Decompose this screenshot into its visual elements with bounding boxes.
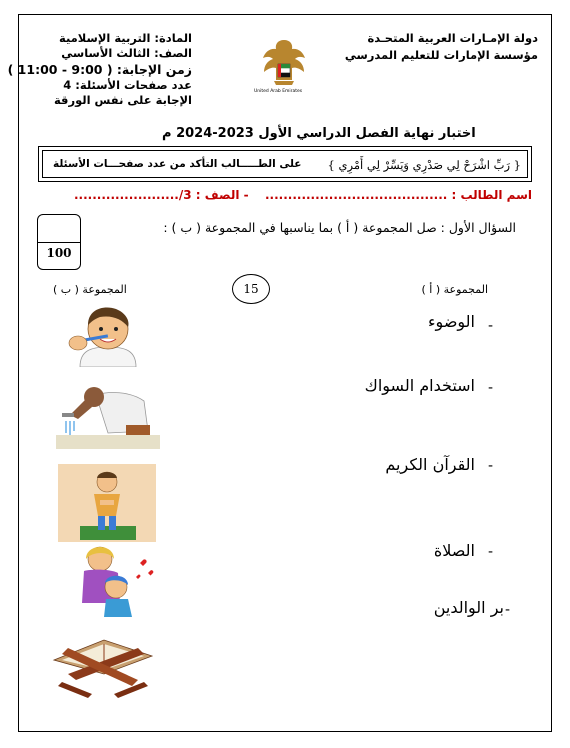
group-a-item: بر الوالدين (433, 598, 504, 617)
group-b-label: المجموعة ( ب ) (53, 283, 127, 296)
student-name-field: اسم الطالب : ........................................ (264, 188, 532, 202)
institution-name: مؤسسة الإمارات للتعليم المدرسي (344, 48, 538, 62)
score-total: 100 (46, 246, 72, 260)
group-a-item: الوضوء (428, 312, 475, 331)
question-prompt: السؤال الأول : صل المجموعة ( أ ) بما يناسبها في المجموعة ( ب ) : (163, 220, 516, 235)
verse-box (38, 146, 532, 182)
item-dash: - (488, 380, 494, 396)
mother-hugging-child-icon (58, 543, 158, 617)
falcon-emblem-icon (258, 34, 310, 96)
exam-title: اختبار نهاية الفصل الدراسي الأول 2023-2024 م (162, 126, 476, 141)
group-a-label: المجموعة ( أ ) (421, 283, 488, 296)
praying-boy-icon (58, 464, 156, 542)
group-a-item: الصلاة (433, 541, 475, 560)
marks-circle: 15 (232, 274, 270, 304)
time-line: زمن الإجابة: ( 9:00 - 11:00 ) (7, 62, 192, 77)
score-box (37, 214, 81, 270)
item-dash: - (488, 458, 494, 474)
quran-stand-icon (48, 628, 158, 700)
page-border (18, 14, 552, 732)
item-dash: - (488, 318, 494, 334)
grade-line: الصف: الثالث الأساسي (61, 46, 192, 60)
student-class-field: - الصف : 3/....................... (74, 188, 249, 202)
item-dash: - (505, 602, 511, 618)
instruction-text: على الطـــــالب التأكد من عدد صفحـــات الأسئلة (53, 158, 302, 170)
group-a-item: القرآن الكريم (385, 455, 475, 474)
emblem-caption: United Arab Emirates (254, 89, 303, 94)
group-a-item: استخدام السواك (364, 376, 475, 395)
washing-feet-icon (56, 377, 160, 449)
verse-text: { رَبِّ اشْرَحْ لِي صَدْرِي وَيَسِّرْ لِي أَمْرِي } (327, 158, 521, 172)
subject-line: المادة: التربية الإسلامية (58, 31, 192, 45)
answer-note-line: الإجابة على نفس الورقة (53, 93, 192, 107)
uae-emblem (254, 34, 310, 96)
ministry-name: دولة الإمـارات العربية المتحـدة (367, 31, 538, 45)
item-dash: - (488, 544, 494, 560)
brushing-teeth-icon (60, 303, 156, 367)
pages-line: عدد صفحات الأسئلة: 4 (63, 78, 192, 92)
